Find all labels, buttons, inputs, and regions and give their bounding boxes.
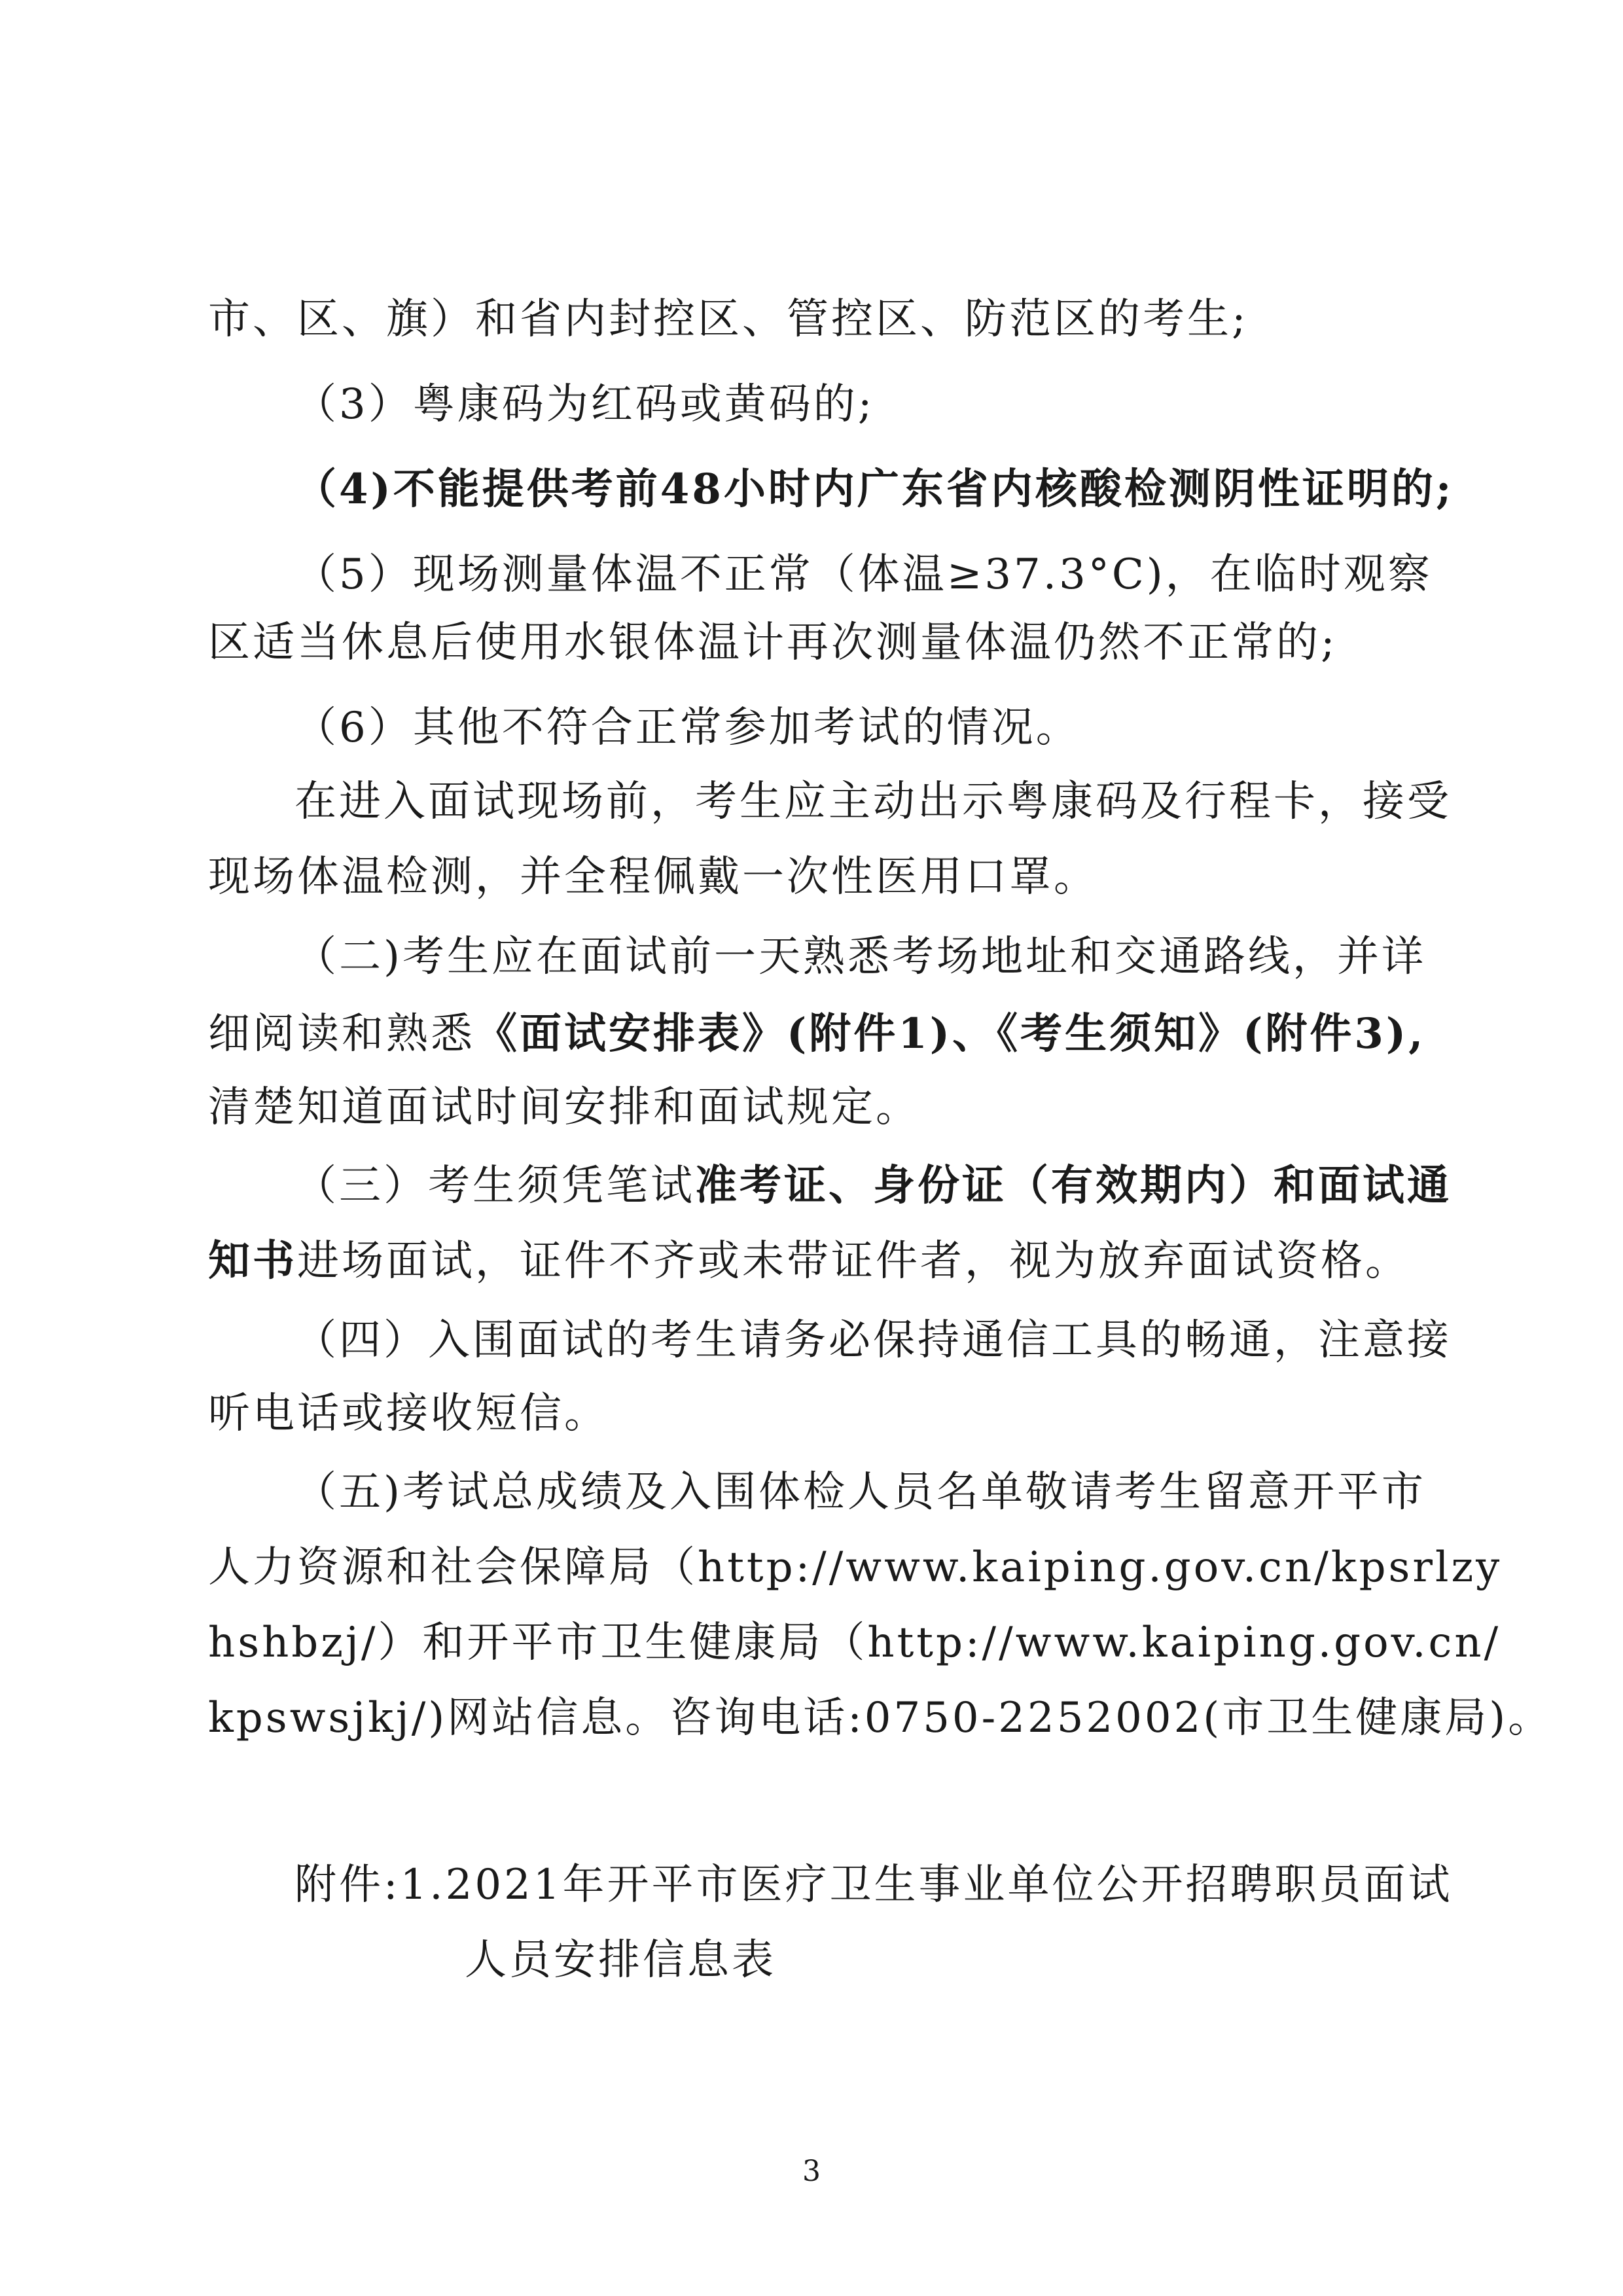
section-3-text: （三）考生须凭笔试 [294, 1162, 695, 1210]
section-5-line3: hshbzj/）和开平市卫生健康局（http://www.kaiping.gov.cn/ [208, 1619, 1501, 1667]
list-item-4: （4)不能提供考前48小时内广东省内核酸检测阴性证明的; [294, 465, 1454, 514]
entry-paragraph-line2: 现场体温检测，并全程佩戴一次性医用口罩。 [208, 853, 1098, 901]
section-3-line2 [208, 1235, 1425, 1287]
attachment-line2: 人员安排信息表 [465, 1936, 776, 1984]
list-item-3: （3）粤康码为红码或黄码的; [294, 380, 875, 429]
section-5-line2: 人力资源和社会保障局（http://www.kaiping.gov.cn/kpsrlzy [208, 1543, 1503, 1592]
list-item-5-line1: （5）现场测量体温不正常（体温≥37.3°C)，在临时观察 [294, 550, 1433, 599]
section-5-line1: （五)考试总成绩及入围体检人员名单敬请考生留意开平市 [294, 1468, 1426, 1516]
section-3-bold-notice: 知书 [208, 1236, 297, 1285]
list-item-6: （6）其他不符合正常参加考试的情况。 [294, 704, 1080, 752]
section-4-line2: 听电话或接收短信。 [208, 1390, 609, 1438]
paragraph-line: 市、区、旗）和省内封控区、管控区、防范区的考生; [208, 295, 1249, 344]
section-2-line2 [208, 1008, 1425, 1060]
section-3-line1 [294, 1160, 1512, 1212]
list-item-5-line2: 区适当休息后使用水银体温计再次测量体温仍然不正常的; [208, 619, 1338, 667]
section-4-line1: （四）入围面试的考生请务必保持通信工具的畅通，注意接 [294, 1316, 1452, 1365]
entry-paragraph-line1: 在进入面试现场前，考生应主动出示粤康码及行程卡，接受 [294, 778, 1452, 826]
section-5-line4: kpswsjkj/)网站信息。咨询电话:0750-2252002(市卫生健康局)。 [208, 1694, 1553, 1742]
section-2-attachments-ref: 《面试安排表》(附件1)、《考生须知》(附件3), [475, 1009, 1426, 1058]
section-2-text: 细阅读和熟悉 [208, 1010, 475, 1058]
section-2-line3: 清楚知道面试时间安排和面试规定。 [208, 1083, 920, 1132]
section-2-line1: （二)考生应在面试前一天熟悉考场地址和交通路线，并详 [294, 933, 1426, 981]
page-number: 3 [802, 2155, 821, 2188]
section-3-bold-documents: 准考证、身份证（有效期内）和面试通 [695, 1161, 1452, 1210]
section-3-text-rest: 进场面试，证件不齐或未带证件者，视为放弃面试资格。 [297, 1237, 1410, 1285]
attachment-line1: 附件:1.2021年开平市医疗卫生事业单位公开招聘职员面试 [294, 1861, 1453, 1909]
